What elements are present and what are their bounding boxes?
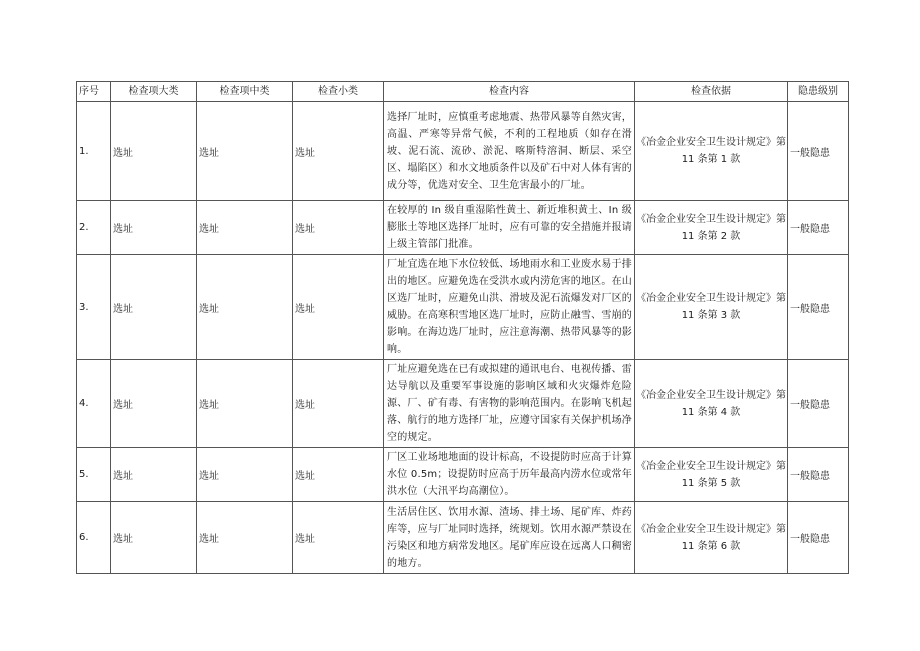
row-basis: 《冶金企业安全卫生设计规定》第 11 条第 3 款 bbox=[635, 255, 788, 360]
row-major-category: 选址 bbox=[111, 360, 197, 448]
header-middle-category: 检查项中类 bbox=[197, 82, 293, 102]
row-content: 厂址宜选在地下水位较低、场地雨水和工业废水易于排出的地区。应避免选在受洪水或内涝危害的地区。在山区选厂址时，应避免山洪、滑坡及泥石流爆发对厂区的威胁。在高寒积雪地区选厂址时，应防止融雪、雪崩的影响。在海边选厂址时，应注意海潮、热带风暴等的影响。 bbox=[384, 255, 635, 360]
row-basis: 《冶金企业安全卫生设计规定》第 11 条第 6 款 bbox=[635, 502, 788, 574]
table-row bbox=[77, 448, 849, 502]
row-minor-category: 选址 bbox=[293, 201, 384, 255]
table-header-row bbox=[77, 82, 849, 102]
row-seq: 2. bbox=[77, 201, 111, 255]
row-seq: 5. bbox=[77, 448, 111, 502]
row-basis: 《冶金企业安全卫生设计规定》第 11 条第 1 款 bbox=[635, 102, 788, 201]
row-major-category: 选址 bbox=[111, 102, 197, 201]
row-middle-category: 选址 bbox=[197, 102, 293, 201]
row-minor-category: 选址 bbox=[293, 502, 384, 574]
row-major-category: 选址 bbox=[111, 502, 197, 574]
row-minor-category: 选址 bbox=[293, 448, 384, 502]
row-content: 选择厂址时，应慎重考虑地震、热带风暴等自然灾害，高温、严寒等异常气候，不利的工程地质（如存在滑坡、泥石流、流砂、淤泥、喀斯特溶洞、断层、采空区、塌陷区）和水文地质条件以及矿石中对人体有害的成分等，优选对安全、卫生危害最小的厂址。 bbox=[384, 102, 635, 201]
row-minor-category: 选址 bbox=[293, 102, 384, 201]
row-hazard-level: 一般隐患 bbox=[788, 360, 849, 448]
row-basis: 《冶金企业安全卫生设计规定》第 11 条第 5 款 bbox=[635, 448, 788, 502]
table-row bbox=[77, 201, 849, 255]
header-seq: 序号 bbox=[77, 82, 111, 102]
row-content: 在较厚的 In 级自重湿陷性黄土、新近堆积黄土、In 级膨胀土等地区选择厂址时，应有可靠的安全措施并报请上级主管部门批准。 bbox=[384, 201, 635, 255]
header-content: 检查内容 bbox=[384, 82, 635, 102]
row-seq: 6. bbox=[77, 502, 111, 574]
table-row bbox=[77, 502, 849, 574]
inspection-table bbox=[76, 81, 849, 574]
row-major-category: 选址 bbox=[111, 448, 197, 502]
row-seq: 4. bbox=[77, 360, 111, 448]
row-hazard-level: 一般隐患 bbox=[788, 448, 849, 502]
row-middle-category: 选址 bbox=[197, 448, 293, 502]
table-row bbox=[77, 102, 849, 201]
row-content: 厂址应避免选在已有或拟建的通讯电台、电视传播、雷达导航以及重要军事设施的影响区域和火灾爆炸危险源、厂、矿有毒、有害物的影响范围内。在影响飞机起落、航行的地方选择厂址，应遵守国家有关保护机场净空的规定。 bbox=[384, 360, 635, 448]
row-middle-category: 选址 bbox=[197, 502, 293, 574]
row-middle-category: 选址 bbox=[197, 201, 293, 255]
table-row bbox=[77, 255, 849, 360]
row-major-category: 选址 bbox=[111, 201, 197, 255]
row-hazard-level: 一般隐患 bbox=[788, 102, 849, 201]
row-middle-category: 选址 bbox=[197, 255, 293, 360]
row-hazard-level: 一般隐患 bbox=[788, 502, 849, 574]
row-major-category: 选址 bbox=[111, 255, 197, 360]
row-hazard-level: 一般隐患 bbox=[788, 255, 849, 360]
row-content: 生活居住区、饮用水源、渣场、排土场、尾矿库、炸药库等，应与厂址同时选择，统规划。饮用水源严禁设在污染区和地方病常发地区。尾矿库应设在远离人口稠密的地方。 bbox=[384, 502, 635, 574]
header-minor-category: 检查小类 bbox=[293, 82, 384, 102]
row-minor-category: 选址 bbox=[293, 360, 384, 448]
header-major-category: 检查项大类 bbox=[111, 82, 197, 102]
row-minor-category: 选址 bbox=[293, 255, 384, 360]
inspection-table-container bbox=[76, 81, 848, 574]
row-middle-category: 选址 bbox=[197, 360, 293, 448]
row-seq: 3. bbox=[77, 255, 111, 360]
row-seq: 1. bbox=[77, 102, 111, 201]
row-basis: 《冶金企业安全卫生设计规定》第 11 条第 4 款 bbox=[635, 360, 788, 448]
table-row bbox=[77, 360, 849, 448]
header-hazard-level: 隐患级别 bbox=[788, 82, 849, 102]
header-basis: 检查依据 bbox=[635, 82, 788, 102]
row-content: 厂区工业场地地面的设计标高，不设提防时应高于计算水位 0.5m；设提防时应高于历年最高内涝水位或常年洪水位（大汛平均高潮位）。 bbox=[384, 448, 635, 502]
row-basis: 《冶金企业安全卫生设计规定》第 11 条第 2 款 bbox=[635, 201, 788, 255]
row-hazard-level: 一般隐患 bbox=[788, 201, 849, 255]
